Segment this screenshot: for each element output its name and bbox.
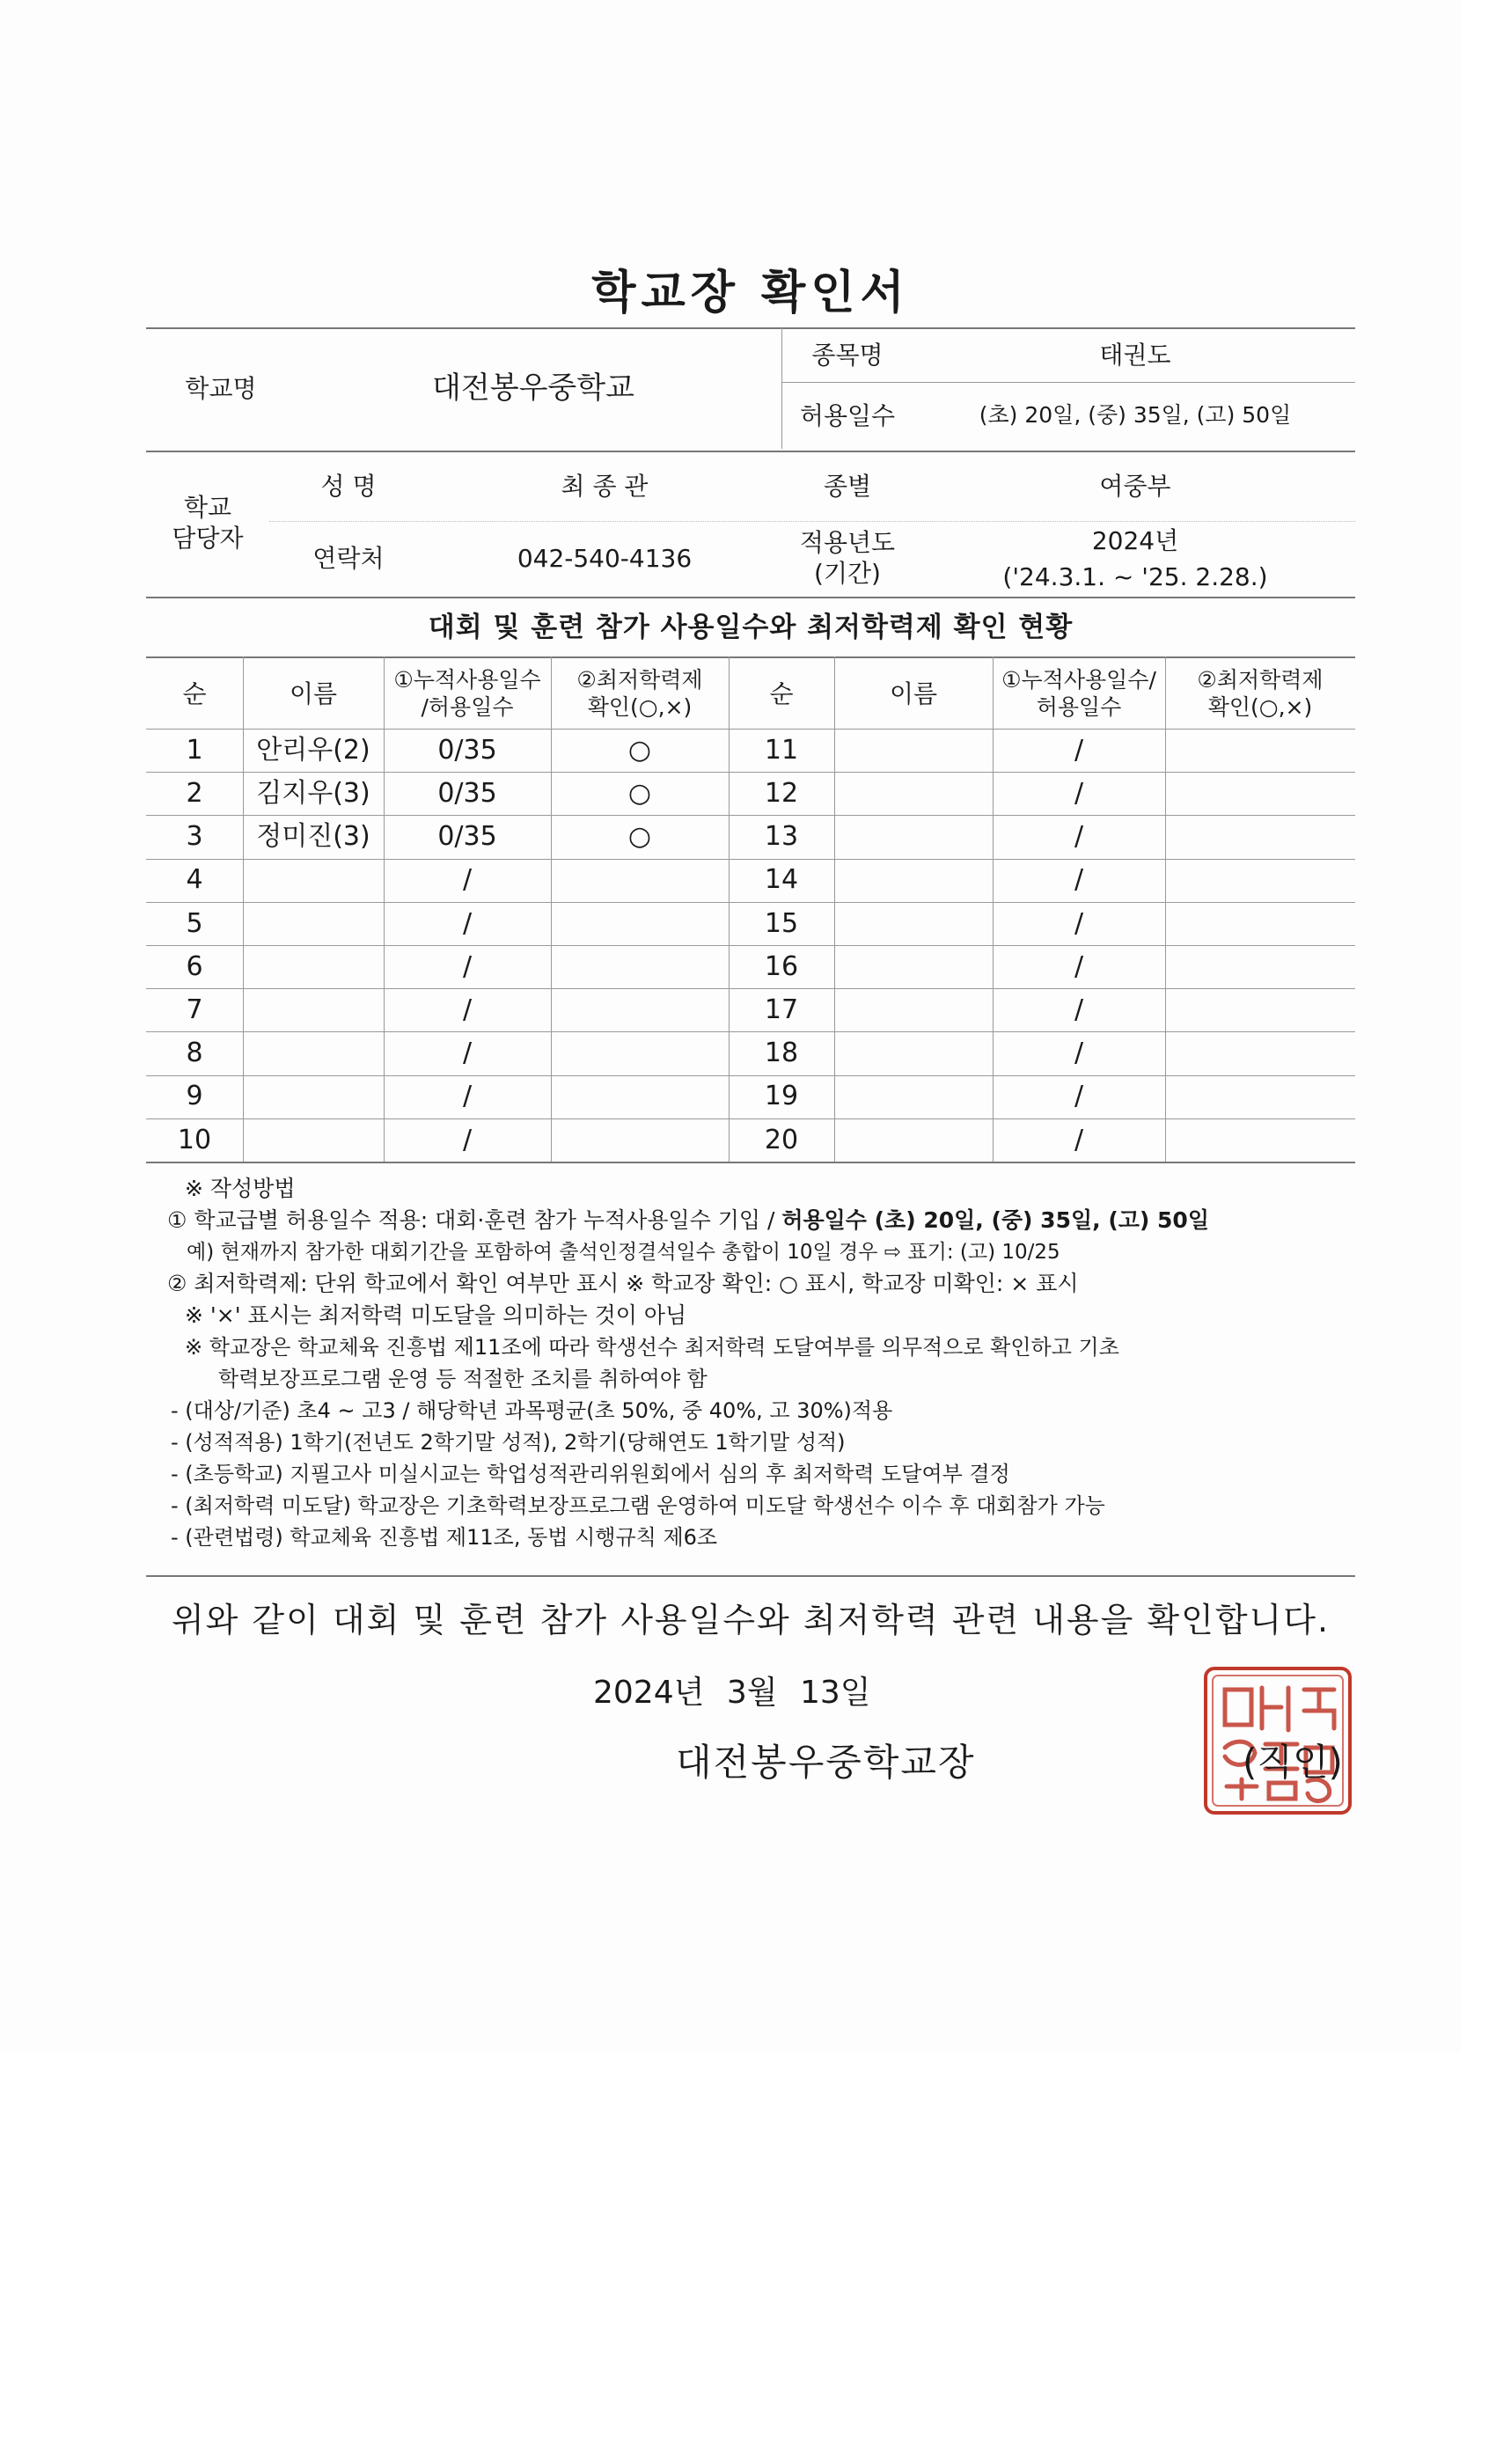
table-cell-days: / bbox=[1074, 864, 1084, 896]
table-cell-days: / bbox=[462, 994, 473, 1026]
header-check-right: ②최저학력제 확인(○,×) bbox=[1197, 666, 1324, 720]
note-1 bbox=[167, 1205, 1209, 1236]
table-cell-name bbox=[243, 1075, 384, 1118]
table-cell-days: / bbox=[1074, 1124, 1084, 1155]
table-cell-days: / bbox=[462, 950, 473, 982]
year-label: 적용년도 (기간) bbox=[799, 528, 896, 588]
table-cell-check: ○ bbox=[627, 821, 652, 853]
table-cell-check bbox=[1165, 988, 1355, 1031]
table-cell-check bbox=[551, 1118, 729, 1162]
header-no-left: 순 bbox=[182, 678, 207, 708]
table-bottom-rule bbox=[146, 1162, 1355, 1163]
table-cell-name: 안리우(2) bbox=[256, 734, 370, 766]
note-1-bold: 허용일수 (초) 20일, (중) 35일, (고) 50일 bbox=[781, 1207, 1209, 1233]
category-label: 종별 bbox=[823, 471, 872, 501]
table-cell-days: / bbox=[1074, 994, 1084, 1026]
detail-3: - (초등학교) 지필고사 미실시교는 학업성적관리위원회에서 심의 후 최저학력 도달여부 결정 bbox=[171, 1462, 1010, 1486]
table-cell-days: 0/35 bbox=[437, 821, 497, 853]
note-2-a: ※ '×' 표시는 최저학력 미도달을 의미하는 것이 아님 bbox=[185, 1302, 687, 1328]
table-cell-check bbox=[551, 902, 729, 945]
period-value: ('24.3.1. ~ '25. 2.28.) bbox=[1002, 561, 1268, 591]
table-cell-days: / bbox=[462, 907, 473, 939]
table-cell-name bbox=[834, 729, 993, 772]
table-cell-no: 15 bbox=[764, 907, 799, 939]
table-cell-check bbox=[1165, 1075, 1355, 1118]
table-cell-name bbox=[834, 772, 993, 815]
table-cell-no: 16 bbox=[764, 950, 799, 982]
detail-1: - (대상/기준) 초4 ~ 고3 / 해당학년 과목평균(초 50%, 중 40%, 고 30%)적용 bbox=[171, 1398, 893, 1423]
table-cell-name: 김지우(3) bbox=[256, 778, 370, 810]
document-title: 학교장 확인서 bbox=[591, 267, 910, 319]
table-cell-name bbox=[834, 1118, 993, 1162]
table-cell-name bbox=[243, 988, 384, 1031]
table-cell-no: 14 bbox=[764, 864, 799, 896]
issue-date: 2024년 3월 13일 bbox=[593, 1675, 871, 1711]
allowed-days-label: 허용일수 bbox=[799, 400, 896, 430]
note-1-text: ① 학교급별 허용일수 적용: 대회·훈련 참가 누적사용일수 기입 / bbox=[167, 1207, 782, 1233]
table-cell-check bbox=[551, 1031, 729, 1074]
notes-bottom-rule bbox=[146, 1575, 1355, 1577]
table-cell-no: 4 bbox=[186, 864, 203, 896]
sport-label: 종목명 bbox=[811, 340, 884, 370]
school-label: 학교명 bbox=[185, 373, 257, 403]
header-name-left: 이름 bbox=[289, 678, 338, 708]
table-cell-no: 6 bbox=[186, 950, 203, 982]
section-title: 대회 및 훈련 참가 사용일수와 최저학력제 확인 현황 bbox=[428, 611, 1074, 643]
table-cell-check bbox=[551, 859, 729, 902]
table-cell-check bbox=[1165, 815, 1355, 858]
table-cell-name bbox=[243, 945, 384, 988]
table-cell-days: / bbox=[1074, 778, 1084, 810]
table-cell-name bbox=[834, 815, 993, 858]
header-days-right: ①누적사용일수/ 허용일수 bbox=[1001, 666, 1156, 720]
table-cell-no: 11 bbox=[764, 734, 799, 766]
confirmation-statement: 위와 같이 대회 및 훈련 참가 사용일수와 최저학력 관련 내용을 확인합니다. bbox=[171, 1601, 1331, 1639]
table-cell-check: ○ bbox=[627, 734, 652, 766]
table-cell-name bbox=[834, 902, 993, 945]
table-cell-name bbox=[834, 859, 993, 902]
table-cell-name: 정미진(3) bbox=[256, 821, 370, 853]
table-cell-name bbox=[243, 859, 384, 902]
table-cell-days: / bbox=[1074, 821, 1084, 853]
table-cell-no: 8 bbox=[186, 1038, 203, 1069]
table-cell-days: / bbox=[462, 1081, 473, 1112]
table-cell-check bbox=[551, 945, 729, 988]
year-value: 2024년 bbox=[1091, 525, 1179, 555]
school-name: 대전봉우중학교 bbox=[432, 370, 634, 406]
table-cell-no: 3 bbox=[186, 821, 203, 853]
table-cell-check bbox=[551, 1075, 729, 1118]
table-cell-check bbox=[1165, 772, 1355, 815]
table-cell-no: 7 bbox=[186, 994, 203, 1026]
allowed-days-value: (초) 20일, (중) 35일, (고) 50일 bbox=[979, 402, 1292, 429]
table-cell-name bbox=[834, 1075, 993, 1118]
table-cell-no: 19 bbox=[764, 1081, 799, 1112]
contact-label: 연락처 bbox=[312, 543, 385, 573]
table-cell-days: / bbox=[462, 1038, 473, 1069]
table-cell-check bbox=[1165, 1118, 1355, 1162]
table-cell-no: 20 bbox=[764, 1124, 799, 1155]
table-cell-check bbox=[1165, 1031, 1355, 1074]
table-cell-days: / bbox=[462, 864, 473, 896]
table-cell-no: 2 bbox=[186, 778, 203, 810]
header-name-right: 이름 bbox=[889, 678, 938, 708]
header-days-left: ①누적사용일수 /허용일수 bbox=[393, 666, 541, 720]
table-cell-days: / bbox=[1074, 1081, 1084, 1112]
table-cell-no: 13 bbox=[764, 821, 799, 853]
sport-value: 태권도 bbox=[1099, 340, 1171, 370]
detail-5: - (관련법령) 학교체육 진흥법 제11조, 동법 시행규칙 제6조 bbox=[171, 1525, 718, 1550]
contact-value: 042-540-4136 bbox=[517, 543, 693, 573]
table-cell-name bbox=[243, 902, 384, 945]
table-cell-days: / bbox=[1074, 907, 1084, 939]
table-cell-check bbox=[1165, 902, 1355, 945]
table-cell-check: ○ bbox=[627, 778, 652, 810]
detail-2: - (성적적용) 1학기(전년도 2학기말 성적), 2학기(당해연도 1학기말 성적) bbox=[171, 1430, 846, 1455]
table-cell-no: 9 bbox=[186, 1081, 203, 1112]
note-2: ② 최저학력제: 단위 학교에서 확인 여부만 표시 ※ 학교장 확인: ○ 표시, 학교장 미확인: × 표시 bbox=[167, 1271, 1079, 1296]
table-cell-name bbox=[243, 1118, 384, 1162]
table-cell-no: 12 bbox=[764, 778, 799, 810]
table-cell-days: 0/35 bbox=[437, 778, 497, 810]
name-label: 성 명 bbox=[320, 471, 377, 501]
notes-heading: ※ 작성방법 bbox=[185, 1176, 296, 1201]
header-no-right: 순 bbox=[769, 678, 794, 708]
detail-4: - (최저학력 미도달) 학교장은 기초학력보장프로그램 운영하여 미도달 학생선수 이수 후 대회참가 가능 bbox=[171, 1493, 1105, 1518]
table-cell-days: / bbox=[1074, 734, 1084, 766]
table-cell-no: 18 bbox=[764, 1038, 799, 1069]
table-cell-name bbox=[834, 1031, 993, 1074]
table-cell-check bbox=[1165, 945, 1355, 988]
table-cell-days: / bbox=[462, 1124, 473, 1155]
table-cell-days: / bbox=[1074, 950, 1084, 982]
manager-name: 최 종 관 bbox=[561, 471, 649, 501]
table-cell-days: 0/35 bbox=[437, 734, 497, 766]
category-value: 여중부 bbox=[1099, 471, 1171, 501]
header-check-left: ②최저학력제 확인(○,×) bbox=[576, 666, 703, 720]
table-cell-name bbox=[834, 945, 993, 988]
table-cell-name bbox=[834, 988, 993, 1031]
table-cell-days: / bbox=[1074, 1038, 1084, 1069]
note-2-b1: ※ 학교장은 학교체육 진흥법 제11조에 따라 학생선수 최저학력 도달여부를 의무적으로 확인하고 기초 bbox=[185, 1335, 1119, 1360]
table-cell-no: 1 bbox=[186, 734, 203, 766]
table-cell-no: 5 bbox=[186, 907, 203, 939]
principal-title: 대전봉우중학교장 bbox=[676, 1741, 976, 1784]
table-cell-check bbox=[551, 988, 729, 1031]
manager-label: 학교 담당자 bbox=[172, 493, 244, 553]
table-cell-name bbox=[243, 1031, 384, 1074]
table-cell-check bbox=[1165, 729, 1355, 772]
note-2-b2: 학력보장프로그램 운영 등 적절한 조치를 취하여야 함 bbox=[218, 1367, 708, 1391]
table-cell-check bbox=[1165, 859, 1355, 902]
seal-label: (직인) bbox=[1243, 1741, 1343, 1784]
table-cell-no: 17 bbox=[764, 994, 799, 1026]
table-cell-no: 10 bbox=[177, 1124, 212, 1155]
note-1-example: 예) 현재까지 참가한 대회기간을 포함하여 출석인정결석일수 총합이 10일 경우 ⇨ 표기: (고) 10/25 bbox=[187, 1241, 1060, 1264]
